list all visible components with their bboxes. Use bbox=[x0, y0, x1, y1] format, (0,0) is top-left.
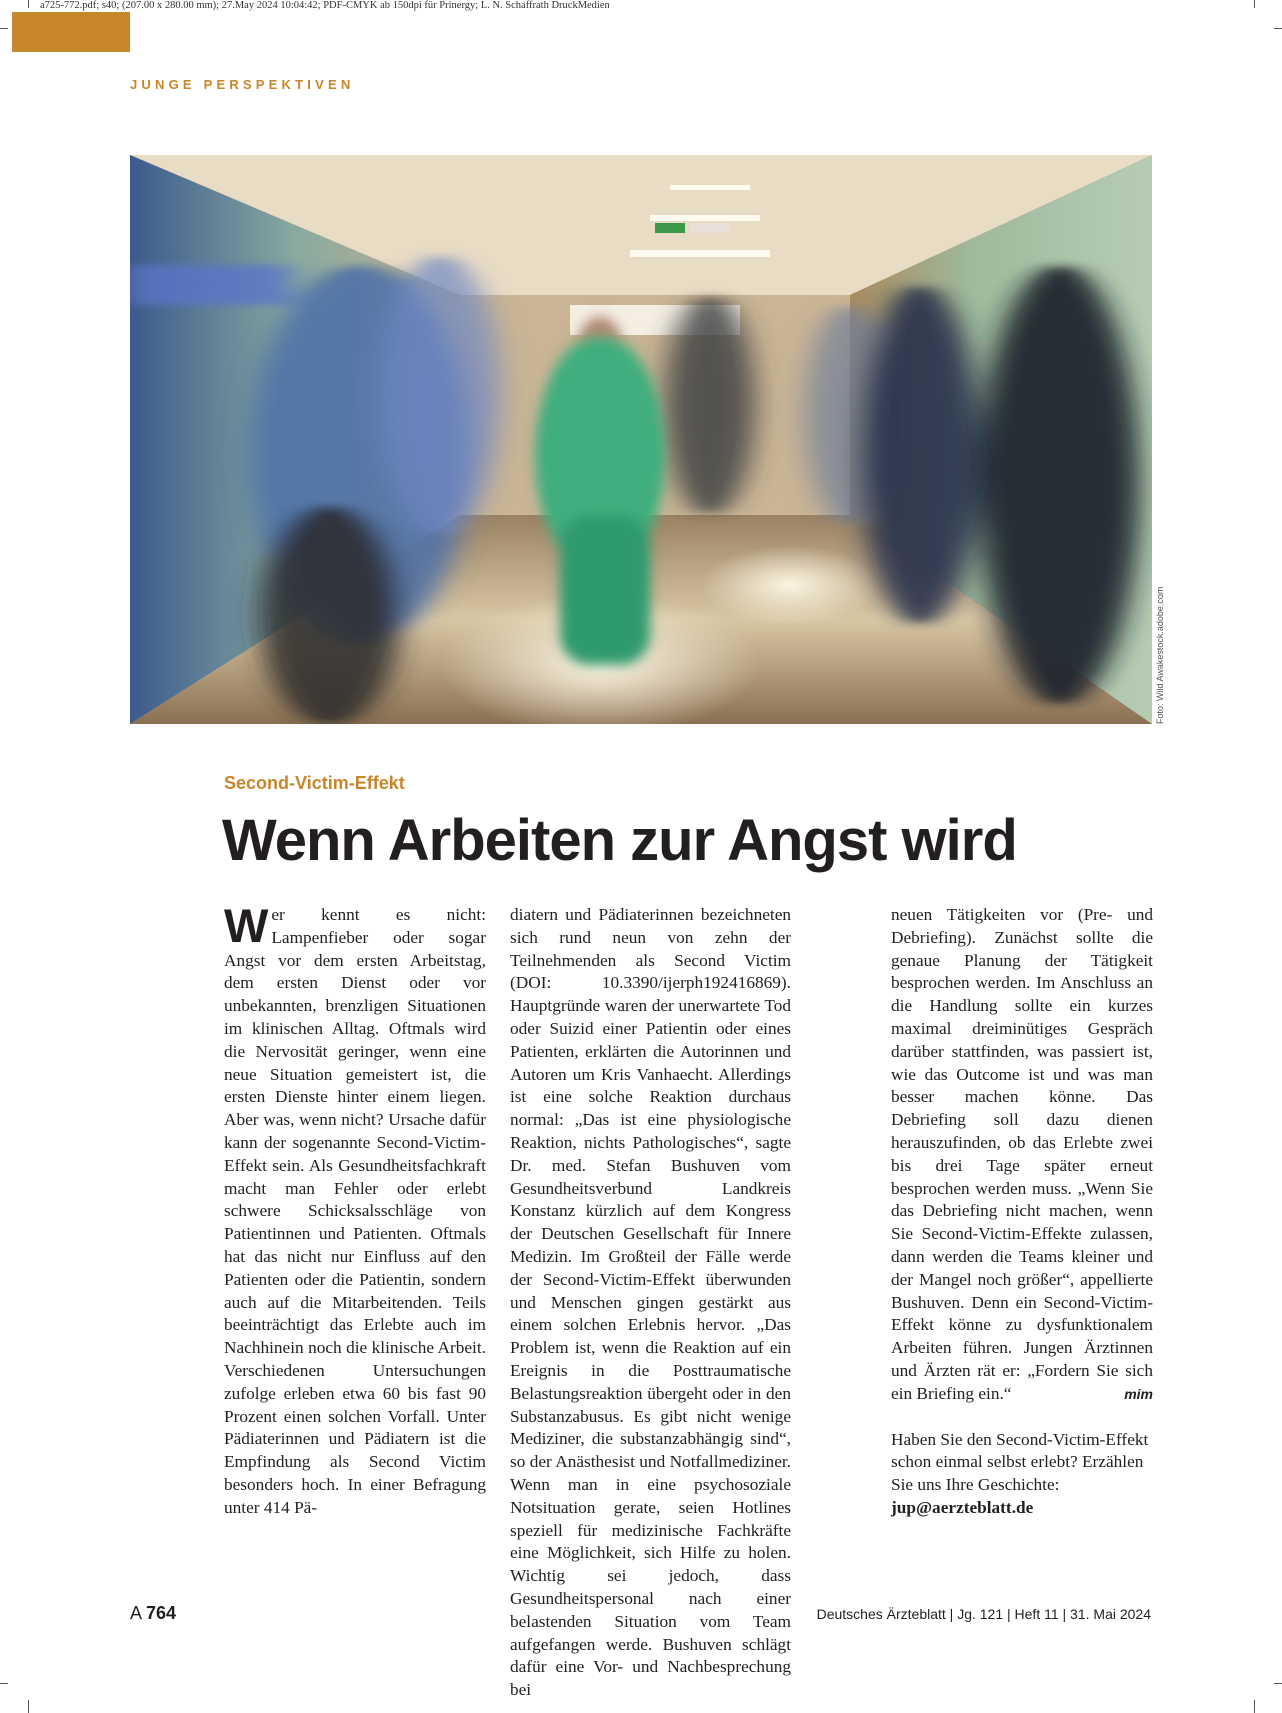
author-signature: mim bbox=[1124, 1385, 1153, 1402]
column-3-text: neuen Tätigkeiten vor (Pre- und Debriefing). Zunächst sollte die genaue Planung der Tätigkeit besprochen werden. Im Anschluss an die Handlung sollte ein kurzes maximal dreiminütiges Gespräch darüber stattfinden, was passiert ist, wie das Outcome ist und was man besser machen könne. Das Debriefing soll dazu dienen herauszufinden, ob das Erlebte zwei bis drei Tage später erneut besprochen werden muss. „Wenn Sie das Debriefing nicht machen, wenn Sie Second-Victim-Effekte zulassen, dann werden die Teams kleiner und der Mangel noch größer“, appellierte Bushuven. Denn ein Second-Victim-Effekt könne zu dysfunktionalem Arbeiten führen. Jungen Ärztinnen und Ärzten rät er: „Fordern Sie sich ein Briefing ein.“ bbox=[891, 905, 1153, 1403]
crop-mark bbox=[28, 0, 29, 8]
crop-mark bbox=[0, 28, 8, 29]
crop-mark bbox=[28, 1700, 29, 1713]
page-number bbox=[130, 1603, 176, 1624]
crop-mark bbox=[1274, 1683, 1282, 1684]
text-column-1 bbox=[224, 899, 486, 1520]
page-prefix: A bbox=[130, 1603, 142, 1623]
hospital-corridor-image bbox=[130, 155, 1152, 724]
column-1-text: er kennt es nicht: Lampenfieber oder sogar Angst vor dem ersten Arbeitstag, dem ersten Dienst oder vor unbekannten, brenzligen Situationen im klinischen Alltag. Oftmals wird die Nervosität geringer, wenn eine neue Situation gemeistert ist, die ersten Dienste hinter einem liegen. Aber was, wenn nicht? Ursache dafür kann der sogenannte Second-Victim-Effekt sein. Als Gesundheitsfachkraft macht man Fehler oder erlebt schwere Schicksalsschläge von Patientinnen und Patienten. Oftmals hat das nicht nur Einfluss auf den Patienten oder die Patientin, sondern auch auf die Mitarbeitenden. Teils beeinträchtigt das Erlebte auch im Nachhinein noch die klinische Arbeit. Verschiedenen Untersuchungen zufolge erleben etwa 60 bis fast 90 Prozent einen solchen Vorfall. Unter Pädiaterinnen und Pädiatern ist die Empfindung als Second Victim besonders hoch. In einer Befragung unter 414 Pä- bbox=[224, 905, 486, 1517]
text-column-2 bbox=[510, 904, 791, 1702]
contact-email-link[interactable]: jup@aerzteblatt.de bbox=[891, 1497, 1034, 1517]
print-slug: a725-772.pdf; s40; (207.00 x 280.00 mm); 27.May 2024 10:04:42; PDF-CMYK ab 150dpi für Prinergy; L. N. Schaffrath DruckMedien bbox=[40, 0, 610, 11]
crop-mark bbox=[1254, 1700, 1255, 1713]
column-2-text: diatern und Pädiaterinnen bezeichneten sich rund neun von zehn der Teilnehmenden als Second Victim (DOI: 10.3390/ijerph192416869). Hauptgründe waren der unerwartete Tod oder Suizid einer Patientin oder eines Patienten, erklärten die Autorinnen und Autoren um Kris Vanhaecht. Allerdings ist eine solche Reaktion durchaus normal: „Das ist eine physiologische Reaktion, nichts Pathologisches“, sagte Dr. med. Stefan Bushuven vom Gesundheitsverbund Landkreis Konstanz kürzlich auf dem Kongress der Deutschen Gesellschaft für Innere Medizin. Im Großteil der Fälle werde der Second-Victim-Effekt überwunden und Menschen gingen gestärkt aus einem solchen Erlebnis hervor. „Das Problem ist, wenn die Reaktion auf ein Ereignis in die Posttraumatische Belastungsreaktion übergeht oder in den Substanzabusus. Es gibt nicht wenige Mediziner, die substanzabhängig sind“, so der Anästhesist und Notfallmediziner. Wenn man in eine psychosoziale Notsituation gerate, seien Hotlines speziell für medizinische Fachkräfte eine Möglichkeit, sich Hilfe zu holen. Wichtig sei jedoch, dass Gesundheitspersonal nach einer belastenden Situation vom Team aufgefangen werde. Bushuven schlägt dafür eine Vor- und Nachbesprechung bei bbox=[510, 905, 791, 1700]
publication-info: Deutsches Ärzteblatt | Jg. 121 | Heft 11 | 31. Mai 2024 bbox=[816, 1606, 1151, 1622]
crop-mark bbox=[1274, 28, 1282, 29]
drop-cap: W bbox=[224, 899, 269, 952]
reader-callout: Haben Sie den Second-Victim-Effekt schon einmal selbst erlebt? Erzählen Sie uns Ihre Geschichte: bbox=[891, 1429, 1149, 1495]
crop-mark bbox=[1254, 0, 1255, 8]
crop-mark bbox=[0, 1683, 8, 1684]
section-color-tab bbox=[12, 12, 130, 52]
text-column-3 bbox=[891, 904, 1153, 1520]
article-kicker: Second-Victim-Effekt bbox=[224, 773, 405, 793]
photo-credit: Foto: Wild Awakestock.adobe.com bbox=[1155, 586, 1165, 724]
article-headline: Wenn Arbeiten zur Angst wird bbox=[222, 808, 1017, 873]
hero-photo bbox=[130, 155, 1152, 724]
page-number-value: 764 bbox=[146, 1603, 177, 1623]
section-label: JUNGE PERSPEKTIVEN bbox=[130, 77, 355, 92]
